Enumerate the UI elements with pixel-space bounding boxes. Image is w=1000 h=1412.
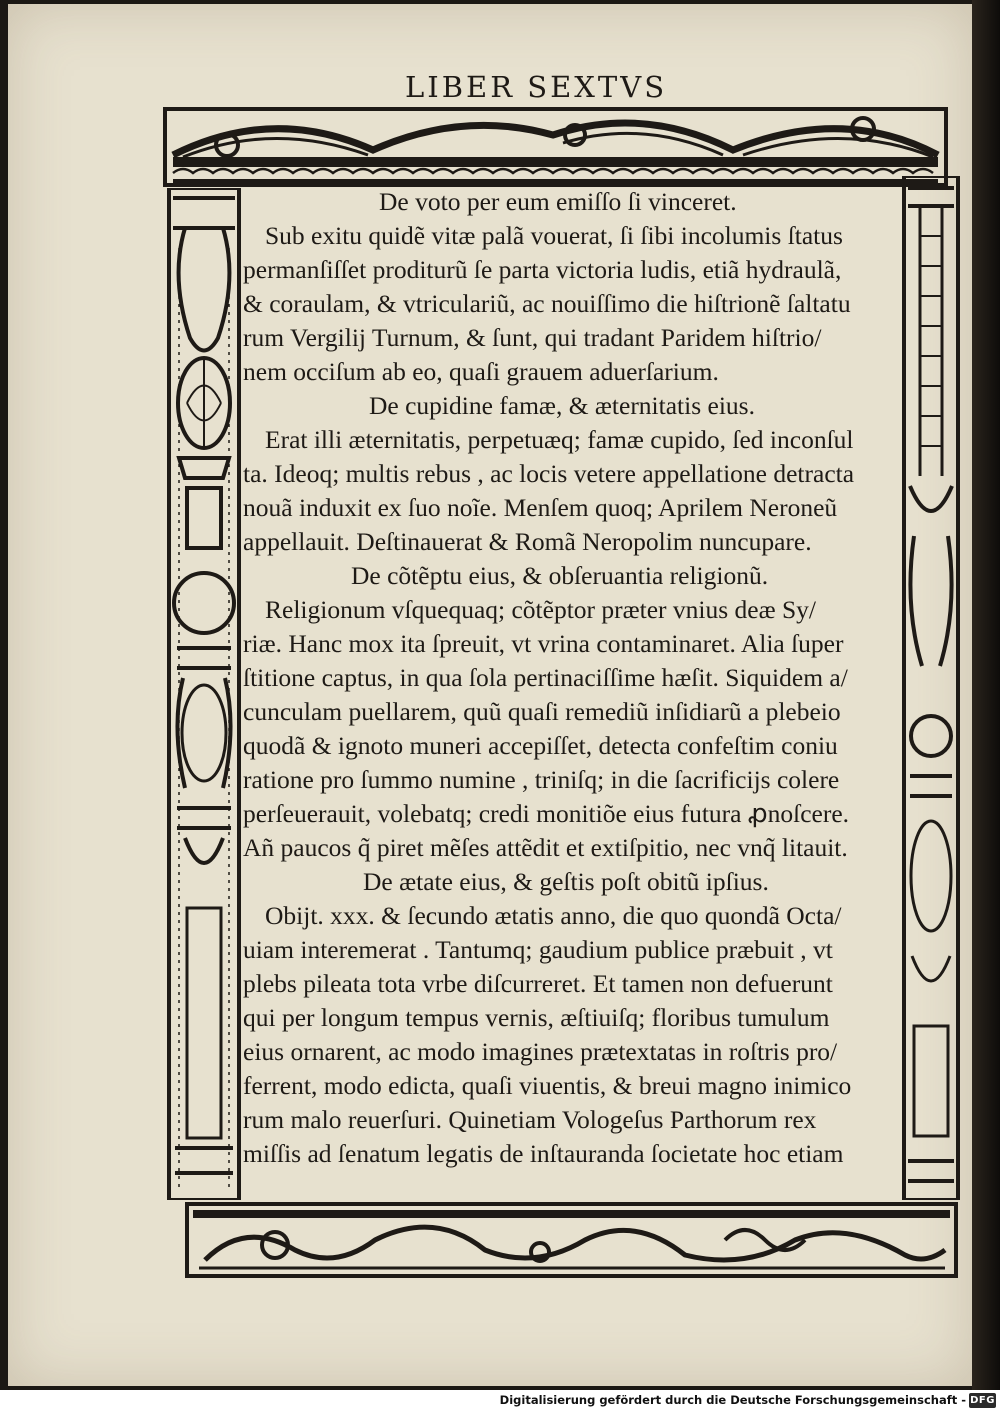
text-line: qui per longum tempus vernis, æſtiuiſq; floribus tumulum	[243, 1003, 830, 1032]
digitization-credit: Digitalisierung gefördert durch die Deutsche Forschungsgemeinschaft -	[499, 1393, 966, 1407]
text-line: Erat illi æternitatis, perpetuæq; famæ cupido, ſed inconſul	[265, 425, 854, 454]
woodcut-top-border-ornament	[163, 95, 948, 187]
text-line: appellauit. Deſtinauerat & Romã Neropolim nuncupare.	[243, 527, 812, 556]
woodcut-left-column-ornament	[165, 188, 243, 1200]
text-line: ferrent, modo edicta, quaſi viuentis, & breui magno inimico	[243, 1071, 852, 1100]
text-line: ta. Ideoq; multis rebus , ac locis vetere appellatione detracta	[243, 459, 855, 488]
rubric-line: De voto per eum emiſſo ſi vinceret.	[379, 187, 737, 216]
woodcut-bottom-border-ornament	[185, 1200, 958, 1280]
text-line: & coraulam, & vtriculariũ, ac nouiſſimo die hiſtrionẽ ſaltatu	[243, 289, 851, 318]
rubric-line: De ætate eius, & geſtis poſt obitũ ipſius.	[363, 867, 769, 896]
rubric-line: De cõtẽptu eius, & obſeruantia religionũ.	[351, 561, 769, 590]
text-line: rum Vergilij Turnum, & ſunt, qui tradant Paridem hiſtrio/	[243, 323, 822, 352]
dfg-logo-icon: DFG	[970, 1395, 995, 1406]
text-line: plebs pileata tota vrbe diſcurreret. Et tamen non defuerunt	[243, 969, 833, 998]
text-line: cunculam puellarem, quũ quaſi remediũ inſidiarũ a plebeio	[243, 697, 841, 726]
rubric-line: De cupidine famæ, & æternitatis eius.	[369, 391, 755, 420]
text-line: ratione pro ſummo numine , triniſq; in die ſacrificijs colere	[243, 765, 840, 794]
body-text-block	[243, 185, 903, 1197]
text-line: miſſis ad ſenatum legatis de inſtauranda ſocietate hoc etiam	[243, 1139, 844, 1168]
text-line: permanſiſſet proditurũ ſe parta victoria ludis, etiã hydraulã,	[243, 255, 842, 284]
text-line: eius ornarent, ac modo imagines prætextatas in roſtris pro/	[243, 1037, 838, 1066]
text-line: uiam interemerat . Tantumq; gaudium publice præbuit , vt	[243, 935, 833, 964]
text-line: nouã induxit ex ſuo noĩe. Menſem quoq; Aprilem Neroneũ	[243, 493, 838, 522]
text-line: rum malo reuerſuri. Quinetiam Vologeſus Parthorum rex	[243, 1105, 817, 1134]
woodcut-right-column-ornament	[900, 176, 962, 1200]
text-line: perſeuerauit, volebatq; credi monitiõe eius futura ꝓnoſcere.	[243, 799, 850, 828]
text-line: Añ paucos q̃ piret mẽſes attẽdit et extiſpitio, nec vnq̃ litauit.	[243, 833, 848, 862]
text-line: Religionum vſquequaq; cõtẽptor præter vnius deæ Sy/	[265, 595, 817, 624]
text-line: riæ. Hanc mox ita ſpreuit, vt vrina contaminaret. Alia ſuper	[243, 629, 844, 658]
text-line: Obijt. xxx. & ſecundo ætatis anno, die quo quondã Octa/	[265, 901, 842, 930]
text-line: nem occiſum ab eo, quaſi grauem aduerſarium.	[243, 357, 719, 386]
running-header: LIBER SEXTVS	[405, 70, 668, 104]
text-line: ſtitione captus, in qua ſola pertinaciſſime hæſit. Siquidem a/	[243, 663, 848, 692]
text-line: Sub exitu quidẽ vitæ palã vouerat, ſi ſibi incolumis ſtatus	[265, 221, 843, 250]
text-line: quodã & ignoto muneri accepiſſet, detecta confeſtim coniu	[243, 731, 838, 760]
